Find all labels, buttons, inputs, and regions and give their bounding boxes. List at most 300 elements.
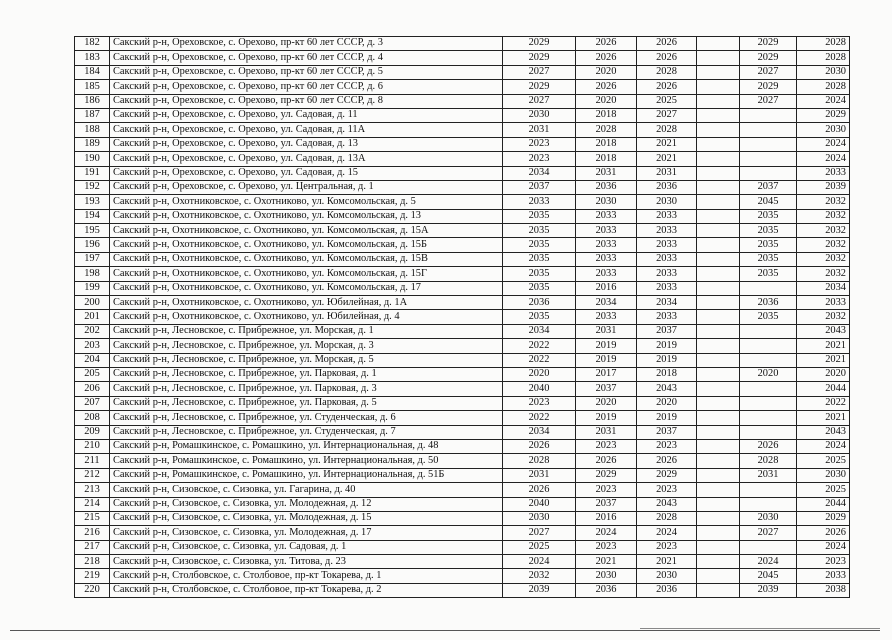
year-col-3: 2027 [637,108,697,122]
table-row [75,51,850,65]
table-row [75,367,850,381]
year-col-1: 2034 [503,425,576,439]
year-col-6: 2024 [797,540,850,554]
address-cell: Сакский р-н, Лесновское, с. Прибрежное, ул. Парковая, д. 5 [110,396,503,410]
year-col-6: 2030 [797,65,850,79]
year-col-6: 2032 [797,195,850,209]
row-number: 191 [75,166,110,180]
year-col-6: 2032 [797,267,850,281]
year-col-6: 2028 [797,80,850,94]
address-cell: Сакский р-н, Охотниковское, с. Охотниково, ул. Комсомольская, д. 15Г [110,267,503,281]
address-cell: Сакский р-н, Лесновское, с. Прибрежное, ул. Морская, д. 3 [110,339,503,353]
year-col-3: 2031 [637,166,697,180]
year-col-4 [697,555,740,569]
year-col-5 [740,108,797,122]
address-cell: Сакский р-н, Сизовское, с. Сизовка, ул. Садовая, д. 1 [110,540,503,554]
year-col-2: 2019 [576,411,637,425]
year-col-6: 2022 [797,396,850,410]
year-col-2: 2017 [576,367,637,381]
year-col-5: 2045 [740,569,797,583]
row-number: 211 [75,454,110,468]
year-col-4 [697,382,740,396]
year-col-5: 2031 [740,468,797,482]
year-col-5: 2039 [740,583,797,597]
year-col-1: 2020 [503,367,576,381]
year-col-3: 2024 [637,526,697,540]
year-col-2: 2033 [576,267,637,281]
year-col-3: 2021 [637,137,697,151]
year-col-6: 2032 [797,224,850,238]
year-col-2: 2019 [576,339,637,353]
table-row [75,511,850,525]
row-number: 202 [75,324,110,338]
table-row [75,324,850,338]
year-col-4 [697,267,740,281]
year-col-5: 2035 [740,267,797,281]
year-col-6: 2034 [797,281,850,295]
year-col-4 [697,540,740,554]
table-row [75,439,850,453]
year-col-3: 2020 [637,396,697,410]
table-row [75,80,850,94]
year-col-3: 2023 [637,483,697,497]
address-cell: Сакский р-н, Лесновское, с. Прибрежное, ул. Студенческая, д. 7 [110,425,503,439]
year-col-3: 2033 [637,252,697,266]
table-row [75,281,850,295]
row-number: 210 [75,439,110,453]
year-col-4 [697,396,740,410]
year-col-4 [697,468,740,482]
year-col-4 [697,180,740,194]
year-col-2: 2016 [576,281,637,295]
year-col-1: 2026 [503,483,576,497]
year-col-6: 2044 [797,497,850,511]
year-col-5 [740,166,797,180]
address-cell: Сакский р-н, Охотниковское, с. Охотниково, ул. Комсомольская, д. 17 [110,281,503,295]
year-col-5: 2027 [740,65,797,79]
row-number: 190 [75,152,110,166]
year-col-5 [740,497,797,511]
address-cell: Сакский р-н, Ореховское, с. Орехово, пр-кт 60 лет СССР, д. 8 [110,94,503,108]
row-number: 196 [75,238,110,252]
year-col-4 [697,37,740,51]
table-row [75,583,850,597]
year-col-6: 2043 [797,324,850,338]
year-col-2: 2023 [576,483,637,497]
year-col-5 [740,540,797,554]
year-col-6: 2024 [797,94,850,108]
table-row [75,37,850,51]
year-col-6: 2029 [797,511,850,525]
year-col-3: 2030 [637,569,697,583]
year-col-6: 2023 [797,555,850,569]
address-cell: Сакский р-н, Ореховское, с. Орехово, ул. Садовая, д. 15 [110,166,503,180]
table-row [75,94,850,108]
year-col-3: 2028 [637,123,697,137]
row-number: 192 [75,180,110,194]
year-col-2: 2029 [576,468,637,482]
row-number: 207 [75,396,110,410]
year-col-2: 2019 [576,353,637,367]
year-col-1: 2039 [503,583,576,597]
address-cell: Сакский р-н, Охотниковское, с. Охотниково, ул. Комсомольская, д. 5 [110,195,503,209]
address-cell: Сакский р-н, Лесновское, с. Прибрежное, ул. Парковая, д. 3 [110,382,503,396]
address-cell: Сакский р-н, Охотниковское, с. Охотниково, ул. Юбилейная, д. 4 [110,310,503,324]
row-number: 186 [75,94,110,108]
year-col-5: 2036 [740,296,797,310]
year-col-3: 2033 [637,310,697,324]
year-col-3: 2030 [637,195,697,209]
table-row [75,108,850,122]
year-col-4 [697,252,740,266]
year-col-1: 2031 [503,123,576,137]
table-row [75,468,850,482]
year-col-2: 2033 [576,310,637,324]
table-row [75,65,850,79]
year-col-4 [697,511,740,525]
year-col-4 [697,483,740,497]
address-cell: Сакский р-н, Охотниковское, с. Охотниково, ул. Комсомольская, д. 13 [110,209,503,223]
year-col-2: 2036 [576,180,637,194]
year-col-6: 2033 [797,296,850,310]
year-col-3: 2033 [637,224,697,238]
row-number: 220 [75,583,110,597]
year-col-2: 2037 [576,382,637,396]
row-number: 200 [75,296,110,310]
year-col-5: 2029 [740,80,797,94]
year-col-1: 2029 [503,37,576,51]
table-row [75,238,850,252]
year-col-4 [697,583,740,597]
row-number: 195 [75,224,110,238]
year-col-1: 2040 [503,382,576,396]
year-col-1: 2029 [503,80,576,94]
address-cell: Сакский р-н, Сизовское, с. Сизовка, ул. Гагарина, д. 40 [110,483,503,497]
year-col-1: 2028 [503,454,576,468]
year-col-5: 2026 [740,439,797,453]
year-col-4 [697,137,740,151]
year-col-5: 2027 [740,526,797,540]
year-col-6: 2024 [797,152,850,166]
table-row [75,195,850,209]
year-col-4 [697,339,740,353]
row-number: 204 [75,353,110,367]
address-cell: Сакский р-н, Охотниковское, с. Охотниково, ул. Комсомольская, д. 15В [110,252,503,266]
year-col-4 [697,281,740,295]
year-col-1: 2024 [503,555,576,569]
year-col-1: 2027 [503,526,576,540]
table-row [75,497,850,511]
year-col-6: 2033 [797,569,850,583]
year-col-5: 2035 [740,310,797,324]
year-col-5: 2027 [740,94,797,108]
table-row [75,555,850,569]
year-col-2: 2030 [576,569,637,583]
year-col-4 [697,569,740,583]
year-col-3: 2019 [637,353,697,367]
year-col-6: 2028 [797,37,850,51]
address-cell: Сакский р-н, Ромашкинское, с. Ромашкино, ул. Интернациональная, д. 51Б [110,468,503,482]
year-col-4 [697,51,740,65]
table-row [75,296,850,310]
year-col-6: 2024 [797,439,850,453]
year-col-3: 2028 [637,65,697,79]
row-number: 209 [75,425,110,439]
year-col-4 [697,497,740,511]
scan-edge-line-secondary [640,628,880,629]
address-cell: Сакский р-н, Ореховское, с. Орехово, пр-кт 60 лет СССР, д. 6 [110,80,503,94]
year-col-5: 2035 [740,238,797,252]
year-col-1: 2023 [503,152,576,166]
year-col-1: 2033 [503,195,576,209]
year-col-5: 2020 [740,367,797,381]
row-number: 205 [75,367,110,381]
year-col-3: 2026 [637,51,697,65]
year-col-2: 2018 [576,152,637,166]
year-col-1: 2026 [503,439,576,453]
year-col-6: 2025 [797,483,850,497]
year-col-4 [697,80,740,94]
address-cell: Сакский р-н, Ореховское, с. Орехово, ул. Садовая, д. 11А [110,123,503,137]
year-col-2: 2037 [576,497,637,511]
year-col-1: 2030 [503,108,576,122]
year-col-2: 2026 [576,80,637,94]
year-col-3: 2033 [637,281,697,295]
year-col-3: 2033 [637,209,697,223]
year-col-4 [697,166,740,180]
table-row [75,411,850,425]
address-cell: Сакский р-н, Охотниковское, с. Охотниково, ул. Комсомольская, д. 15А [110,224,503,238]
year-col-1: 2022 [503,411,576,425]
year-col-5: 2035 [740,252,797,266]
row-number: 194 [75,209,110,223]
year-col-1: 2023 [503,137,576,151]
year-col-5 [740,123,797,137]
year-col-2: 2026 [576,51,637,65]
year-col-4 [697,353,740,367]
year-col-5 [740,339,797,353]
table-body [75,37,850,598]
address-cell: Сакский р-н, Ореховское, с. Орехово, ул. Садовая, д. 13 [110,137,503,151]
year-col-6: 2030 [797,123,850,137]
year-col-6: 2021 [797,339,850,353]
year-col-4 [697,454,740,468]
row-number: 199 [75,281,110,295]
year-col-2: 2031 [576,324,637,338]
year-col-6: 2024 [797,137,850,151]
address-cell: Сакский р-н, Сизовское, с. Сизовка, ул. Молодежная, д. 12 [110,497,503,511]
row-number: 208 [75,411,110,425]
year-col-3: 2043 [637,497,697,511]
row-number: 193 [75,195,110,209]
address-cell: Сакский р-н, Охотниковское, с. Охотниково, ул. Юбилейная, д. 1А [110,296,503,310]
year-col-5 [740,382,797,396]
year-col-5: 2045 [740,195,797,209]
address-cell: Сакский р-н, Сизовское, с. Сизовка, ул. Молодежная, д. 17 [110,526,503,540]
year-col-3: 2036 [637,180,697,194]
table-row [75,483,850,497]
year-col-2: 2034 [576,296,637,310]
year-col-6: 2032 [797,310,850,324]
year-col-2: 2020 [576,396,637,410]
year-col-6: 2032 [797,252,850,266]
year-col-1: 2035 [503,224,576,238]
year-col-3: 2026 [637,37,697,51]
address-cell: Сакский р-н, Ореховское, с. Орехово, ул. Центральная, д. 1 [110,180,503,194]
year-col-1: 2029 [503,51,576,65]
year-col-2: 2016 [576,511,637,525]
table-row [75,339,850,353]
year-col-4 [697,108,740,122]
year-col-2: 2021 [576,555,637,569]
year-col-4 [697,224,740,238]
address-cell: Сакский р-н, Лесновское, с. Прибрежное, ул. Парковая, д. 1 [110,367,503,381]
year-col-3: 2037 [637,324,697,338]
year-col-1: 2040 [503,497,576,511]
year-col-3: 2023 [637,540,697,554]
year-col-2: 2020 [576,94,637,108]
year-col-6: 2044 [797,382,850,396]
year-col-2: 2033 [576,224,637,238]
year-col-1: 2037 [503,180,576,194]
table-row [75,382,850,396]
year-col-4 [697,123,740,137]
year-col-4 [697,152,740,166]
row-number: 201 [75,310,110,324]
year-col-4 [697,209,740,223]
year-col-4 [697,65,740,79]
year-col-3: 2036 [637,583,697,597]
year-col-5 [740,483,797,497]
year-col-2: 2026 [576,37,637,51]
address-cell: Сакский р-н, Ореховское, с. Орехово, пр-кт 60 лет СССР, д. 5 [110,65,503,79]
year-col-2: 2030 [576,195,637,209]
year-col-5 [740,411,797,425]
year-col-2: 2036 [576,583,637,597]
year-col-6: 2021 [797,353,850,367]
row-number: 218 [75,555,110,569]
row-number: 187 [75,108,110,122]
year-col-2: 2023 [576,439,637,453]
year-col-2: 2020 [576,65,637,79]
year-col-3: 2028 [637,511,697,525]
table-row [75,166,850,180]
year-col-5 [740,152,797,166]
year-col-4 [697,94,740,108]
row-number: 189 [75,137,110,151]
year-col-4 [697,439,740,453]
table-row [75,152,850,166]
row-number: 203 [75,339,110,353]
address-cell: Сакский р-н, Ореховское, с. Орехово, ул. Садовая, д. 11 [110,108,503,122]
row-number: 185 [75,80,110,94]
table-row [75,569,850,583]
year-col-1: 2027 [503,94,576,108]
year-col-2: 2033 [576,238,637,252]
year-col-6: 2033 [797,166,850,180]
address-cell: Сакский р-н, Столбовское, с. Столбовое, пр-кт Токарева, д. 1 [110,569,503,583]
year-col-2: 2031 [576,166,637,180]
table-row [75,540,850,554]
address-cell: Сакский р-н, Столбовское, с. Столбовое, пр-кт Токарева, д. 2 [110,583,503,597]
year-col-6: 2028 [797,51,850,65]
year-col-1: 2035 [503,267,576,281]
year-col-2: 2028 [576,123,637,137]
table-row [75,209,850,223]
year-col-3: 2019 [637,339,697,353]
year-col-3: 2034 [637,296,697,310]
year-col-5: 2024 [740,555,797,569]
year-col-3: 2018 [637,367,697,381]
year-col-3: 2019 [637,411,697,425]
table-row [75,396,850,410]
table-row [75,267,850,281]
year-col-1: 2035 [503,238,576,252]
row-number: 198 [75,267,110,281]
row-number: 182 [75,37,110,51]
year-col-1: 2031 [503,468,576,482]
address-cell: Сакский р-н, Ромашкинское, с. Ромашкино, ул. Интернациональная, д. 48 [110,439,503,453]
table-row [75,224,850,238]
table-row [75,123,850,137]
row-number: 213 [75,483,110,497]
address-cell: Сакский р-н, Ореховское, с. Орехово, пр-кт 60 лет СССР, д. 4 [110,51,503,65]
year-col-3: 2026 [637,80,697,94]
year-col-6: 2026 [797,526,850,540]
address-cell: Сакский р-н, Охотниковское, с. Охотниково, ул. Комсомольская, д. 15Б [110,238,503,252]
year-col-1: 2027 [503,65,576,79]
address-table [74,36,850,598]
row-number: 212 [75,468,110,482]
year-col-4 [697,310,740,324]
year-col-2: 2018 [576,137,637,151]
year-col-5 [740,324,797,338]
year-col-6: 2025 [797,454,850,468]
year-col-1: 2035 [503,281,576,295]
year-col-4 [697,526,740,540]
table-row [75,310,850,324]
address-cell: Сакский р-н, Лесновское, с. Прибрежное, ул. Студенческая, д. 6 [110,411,503,425]
year-col-6: 2030 [797,468,850,482]
year-col-2: 2024 [576,526,637,540]
year-col-1: 2034 [503,324,576,338]
year-col-6: 2038 [797,583,850,597]
year-col-3: 2033 [637,238,697,252]
year-col-6: 2039 [797,180,850,194]
address-cell: Сакский р-н, Ромашкинское, с. Ромашкино, ул. Интернациональная, д. 50 [110,454,503,468]
year-col-5: 2029 [740,37,797,51]
year-col-1: 2035 [503,310,576,324]
year-col-1: 2022 [503,353,576,367]
year-col-6: 2021 [797,411,850,425]
row-number: 214 [75,497,110,511]
address-cell: Сакский р-н, Лесновское, с. Прибрежное, ул. Морская, д. 5 [110,353,503,367]
year-col-5: 2028 [740,454,797,468]
year-col-4 [697,238,740,252]
row-number: 216 [75,526,110,540]
year-col-2: 2033 [576,209,637,223]
year-col-1: 2025 [503,540,576,554]
row-number: 197 [75,252,110,266]
row-number: 188 [75,123,110,137]
address-cell: Сакский р-н, Сизовское, с. Сизовка, ул. Молодежная, д. 15 [110,511,503,525]
row-number: 184 [75,65,110,79]
year-col-5: 2035 [740,209,797,223]
table-row [75,526,850,540]
table-row [75,353,850,367]
year-col-2: 2018 [576,108,637,122]
year-col-4 [697,367,740,381]
